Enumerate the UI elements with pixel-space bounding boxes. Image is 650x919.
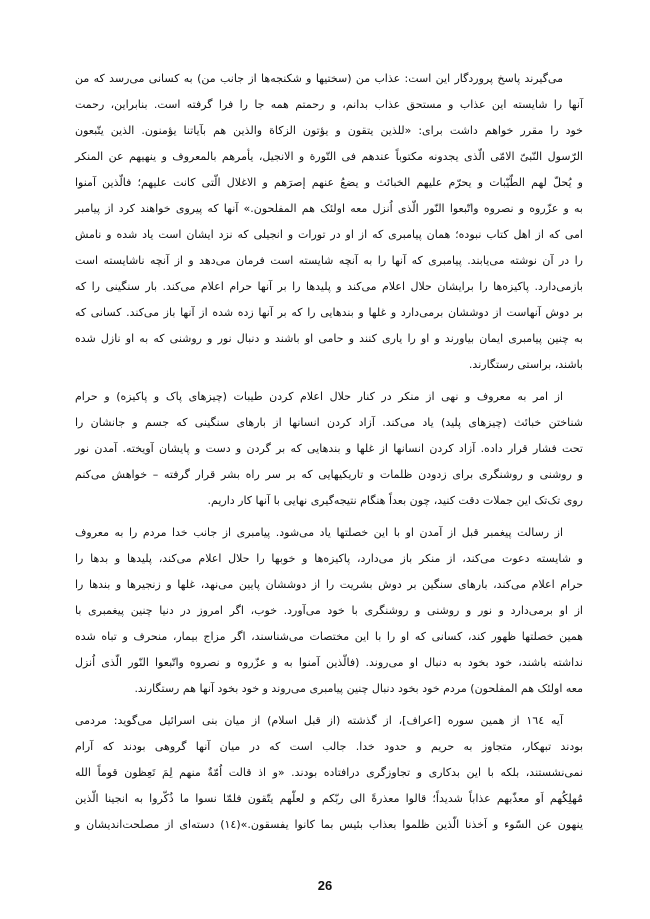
text-line: بازمی‌دارد. پاکیزه‌ها را برایشان حلال اعلام می‌کند و پلیدها را بر آنها حرام اعلام می‌کند. بار سنگینی را که bbox=[75, 280, 583, 293]
text-line: به چنین پیامبری ایمان بیاورند و او را یاری کنند و حامی او باشند و دنبال نور و روشنی که به او نازل شده bbox=[75, 332, 583, 345]
text-line: می‌گیرند پاسخ پروردگار این است: عذاب من (سختیها و شکنجه‌ها از جانب من) به کسانی می‌رسد که من bbox=[75, 72, 563, 85]
text-line: روی تک‌تک این جملات دقت کنید، چون بعداً هنگام نتیجه‌گیری نهایی با آنها کار داریم. bbox=[207, 494, 583, 507]
text-line: نمی‌نشستند، بلکه با این بدکاری و تجاوزگری درافتاده بودند. «و اذ قالت اُمّةٌ منهم لِمَ تَعِظون قوماً الله bbox=[75, 766, 583, 779]
text-line: آیه ۱٦٤ از همین سوره [اعراف]، از گذشته (از قبل اسلام) از میان بنی اسرائیل می‌گوید: مردمی bbox=[75, 714, 564, 727]
text-line: ینهون عن السّوء و اَخذنا الّذین ظلموا بعذاب بئیس بما کانوا یفسقون.»(۱٤) دسته‌ای از مصلحت‌اندیشان و bbox=[75, 818, 583, 831]
text-line: بودند تبهکار، متجاوز به حریم و حدود خدا. جالب است که در میان آنها گروهی بودند که آرام bbox=[75, 740, 583, 753]
text-line: نداشته باشند، خود بخود به دنبال او می‌روند. (فالّذین آمنوا به و عزّروه و نصروه واتّبعوا النّور الّذی اُنزل bbox=[75, 656, 583, 669]
paragraph bbox=[75, 384, 583, 514]
text-line: باشند، براستی رستگارند. bbox=[468, 358, 583, 371]
text-line: آنها را شایسته این عذاب و مستحق عذاب بدانم، و رحمتم همه جا را فرا گرفته است. بنابراین، رحمت bbox=[75, 98, 583, 111]
text-line: بر دوش آنهاست از دوششان برمی‌دارد و غلها و بندهایی را که بر آنها زده شده از آنها باز می‌کند. کسانی که bbox=[75, 306, 583, 319]
text-line: الرّسول النّبیّ الامّی الّذی یجدونه مکتوباً عندهم فی التّورة و الانجیل، یأمرهم بالمعروف و ینهیهم عن المنکر bbox=[75, 150, 583, 163]
text-line: و روشنی و روشنگری برای زدودن ظلمات و تاریکیهایی که بر سر راه بشر قرار گرفته – خواهش می‌کنم bbox=[75, 468, 583, 481]
text-line: مُهلِکُهم اَو معذّبهم عذاباً شدیداً؛ قالوا معذرةً الی ربّکم و لعلّهم یتّقون فلمّا نسوا ما ذُکّروا به انجینا الّذین bbox=[75, 792, 583, 805]
text-line: شناختن خبائث (چیزهای پلید) یاد می‌کند. آزاد کردن انسانها از بارهای سنگینی که جسم و جانشان را bbox=[75, 416, 583, 429]
text-line: از او برمی‌دارد و نور و روشنی و روشنگری با خود می‌آورد. خوب، اگر امروز در دنیا چنین پیغمبری با bbox=[75, 604, 583, 617]
paragraph bbox=[75, 520, 583, 702]
text-line: حرام اعلام می‌کند، بارهای سنگین بر دوش بشریت را از دوششان پایین می‌نهد، غلها و زنجیرها و بندها را bbox=[75, 578, 583, 591]
paragraph bbox=[75, 708, 583, 838]
text-line: خود را مقرر خواهم داشت برای: «للذین یتقون و یؤتون الزکاة والذین هم بآیاتنا یؤمنون. الذین یتّبعون bbox=[75, 124, 583, 137]
text-line: به و عزّروه و نصروه واتّبعوا النّور الّذی اُنزل معه اولئک هم المفلحون.» آنها که پیروی خواهند کرد از پیامبر bbox=[75, 202, 583, 215]
paragraph bbox=[75, 66, 583, 378]
text-line: امی که از اهل کتاب نبوده؛ همان پیامبری که از او در تورات و انجیلی که نزد ایشان است یاد شده و نامش bbox=[75, 228, 583, 241]
text-line: معه اولئک هم المفلحون) مردم خود بخود دنبال چنین پیامبری می‌روند و خود بخود آنها هم رستگارند. bbox=[134, 682, 583, 695]
body-text bbox=[75, 66, 583, 844]
text-line: و یُحلّ لهم الطّیّبات و یحرّم علیهم الخبائث و یضعُ عنهم إصرَهم و الاغلال الّتی کانت علیهم؛ فالّذین آمنوا bbox=[75, 176, 583, 189]
page-number: 26 bbox=[317, 878, 333, 893]
text-line: از امر به معروف و نهی از منکر در کنار حلال اعلام کردن طیبات (چیزهای پاک و پاکیزه) و حرام bbox=[75, 390, 563, 403]
text-line: از رسالت پیغمبر قبل از آمدن او با این خصلتها یاد می‌شود. پیامبری از جانب خدا مردم را به معروف bbox=[75, 526, 563, 539]
text-line: و شایسته دعوت می‌کند، از منکر باز می‌دارد، پاکیزه‌ها و خوبها را حلال اعلام می‌کند، پلیدها و بدها را bbox=[75, 552, 583, 565]
text-line: تحت فشار قرار داده. آزاد کردن انسانها از غلها و بندهایی که بر گردن و دست و پایشان آویخته. آمدن نور bbox=[75, 442, 583, 455]
text-line: را در آن نوشته می‌یابند. پیامبری که آنها را به آنچه شایسته است فرمان می‌دهد و از آنچه ناشایسته است bbox=[75, 254, 583, 267]
text-line: همین خصلتها ظهور کند، کسانی که او را با این مختصات می‌شناسند، اگر مزاج بیمار، منحرف و تباه شده bbox=[75, 630, 583, 643]
